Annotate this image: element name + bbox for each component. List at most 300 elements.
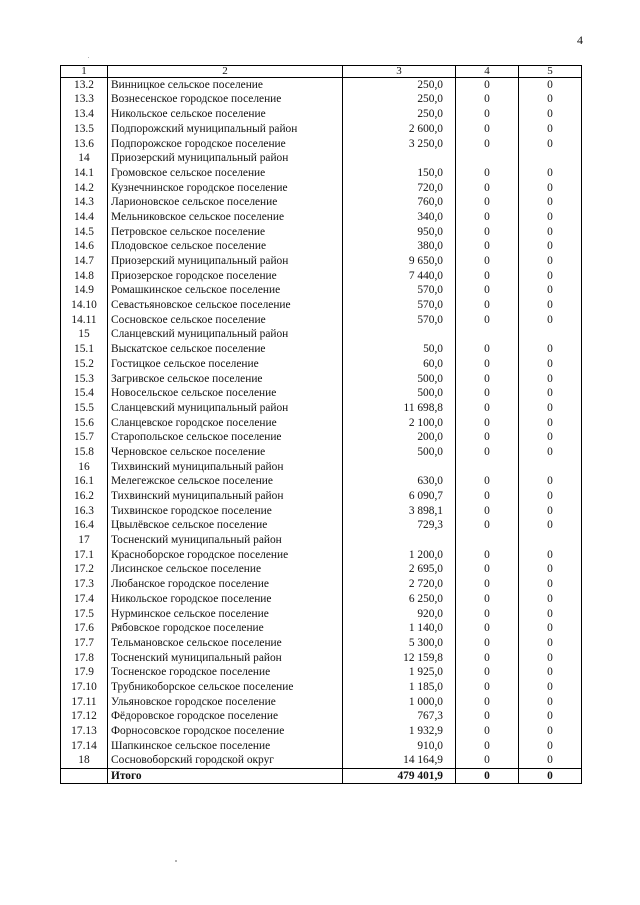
cell-value-col4	[456, 328, 519, 343]
table-row	[61, 445, 582, 460]
cell-name: Тосненский муниципальный район	[108, 651, 343, 666]
cell-value-col3: 2 100,0	[343, 416, 456, 431]
cell-value-col4: 0	[456, 666, 519, 681]
cell-value-col4: 0	[456, 489, 519, 504]
cell-value-col4: 0	[456, 342, 519, 357]
cell-name: Любанское городское поселение	[108, 577, 343, 592]
cell-value-col5: 0	[519, 166, 582, 181]
cell-num: 17.6	[61, 621, 108, 636]
cell-value-col3: 570,0	[343, 313, 456, 328]
cell-value-col5: 0	[519, 710, 582, 725]
cell-value-col3	[343, 533, 456, 548]
cell-value-col4	[456, 151, 519, 166]
table-row	[61, 386, 582, 401]
cell-value-col5	[519, 328, 582, 343]
cell-value-col3	[343, 151, 456, 166]
table-row	[61, 519, 582, 534]
cell-num: 15.6	[61, 416, 108, 431]
cell-value-col3: 767,3	[343, 710, 456, 725]
cell-value-col4: 0	[456, 592, 519, 607]
table-row	[61, 284, 582, 299]
cell-value-col5: 0	[519, 680, 582, 695]
cell-name: Загривское сельское поселение	[108, 372, 343, 387]
cell-value-col4: 0	[456, 724, 519, 739]
cell-value-col3: 6 090,7	[343, 489, 456, 504]
cell-value-col4: 0	[456, 210, 519, 225]
cell-num: 17.13	[61, 724, 108, 739]
cell-value-col4: 0	[456, 357, 519, 372]
header-row	[61, 66, 582, 78]
header-col-5: 5	[519, 66, 582, 78]
cell-num: 14.1	[61, 166, 108, 181]
table-row	[61, 372, 582, 387]
cell-name: Плодовское сельское поселение	[108, 240, 343, 255]
cell-num: 16.1	[61, 475, 108, 490]
total-value-col3: 479 401,9	[343, 769, 456, 784]
cell-value-col5	[519, 533, 582, 548]
cell-value-col4: 0	[456, 313, 519, 328]
table-row	[61, 680, 582, 695]
cell-value-col3: 7 440,0	[343, 269, 456, 284]
cell-value-col5: 0	[519, 577, 582, 592]
cell-name: Красноборское городское поселение	[108, 548, 343, 563]
table-row	[61, 107, 582, 122]
cell-name: Сланцевский муниципальный район	[108, 401, 343, 416]
cell-value-col3: 9 650,0	[343, 254, 456, 269]
cell-value-col5: 0	[519, 739, 582, 754]
cell-value-col4: 0	[456, 107, 519, 122]
cell-value-col3: 920,0	[343, 607, 456, 622]
table-row	[61, 137, 582, 152]
cell-value-col3: 1 925,0	[343, 666, 456, 681]
cell-value-col4: 0	[456, 475, 519, 490]
cell-value-col5: 0	[519, 416, 582, 431]
cell-value-col5: 0	[519, 269, 582, 284]
cell-num: 13.4	[61, 107, 108, 122]
cell-num: 15.5	[61, 401, 108, 416]
cell-name: Сланцевский муниципальный район	[108, 328, 343, 343]
cell-num: 18	[61, 754, 108, 769]
cell-name: Тельмановское сельское поселение	[108, 636, 343, 651]
cell-value-col3: 760,0	[343, 196, 456, 211]
cell-num: 14.7	[61, 254, 108, 269]
cell-value-col3: 500,0	[343, 386, 456, 401]
cell-value-col5	[519, 460, 582, 475]
cell-value-col3: 500,0	[343, 445, 456, 460]
cell-value-col5: 0	[519, 724, 582, 739]
cell-num: 14.5	[61, 225, 108, 240]
cell-value-col4: 0	[456, 739, 519, 754]
cell-name: Шапкинское сельское поселение	[108, 739, 343, 754]
cell-num: 14.9	[61, 284, 108, 299]
cell-name: Тихвинское городское поселение	[108, 504, 343, 519]
table-row	[61, 651, 582, 666]
cell-value-col5: 0	[519, 695, 582, 710]
table-row	[61, 78, 582, 93]
cell-value-col4: 0	[456, 577, 519, 592]
cell-value-col4: 0	[456, 78, 519, 93]
header-col-1: 1	[61, 66, 108, 78]
cell-value-col5: 0	[519, 431, 582, 446]
cell-value-col4: 0	[456, 240, 519, 255]
cell-value-col3: 6 250,0	[343, 592, 456, 607]
table-row	[61, 166, 582, 181]
cell-value-col5: 0	[519, 357, 582, 372]
total-row	[61, 769, 582, 784]
cell-num: 16	[61, 460, 108, 475]
cell-value-col3: 11 698,8	[343, 401, 456, 416]
cell-value-col5: 0	[519, 196, 582, 211]
table-row	[61, 313, 582, 328]
table-row	[61, 489, 582, 504]
cell-name: Черновское сельское поселение	[108, 445, 343, 460]
cell-value-col3: 340,0	[343, 210, 456, 225]
cell-value-col5: 0	[519, 607, 582, 622]
cell-value-col4: 0	[456, 284, 519, 299]
cell-value-col4: 0	[456, 372, 519, 387]
page-number: 4	[577, 33, 583, 47]
cell-num: 17.7	[61, 636, 108, 651]
cell-value-col4: 0	[456, 122, 519, 137]
cell-value-col3: 12 159,8	[343, 651, 456, 666]
cell-name: Ларионовское сельское поселение	[108, 196, 343, 211]
cell-name: Цвылёвское сельское поселение	[108, 519, 343, 534]
table-row	[61, 401, 582, 416]
table-row	[61, 592, 582, 607]
table-row	[61, 240, 582, 255]
cell-name: Старопольское сельское поселение	[108, 431, 343, 446]
table-row	[61, 416, 582, 431]
cell-num: 15.3	[61, 372, 108, 387]
cell-value-col4: 0	[456, 519, 519, 534]
cell-name: Петровское сельское поселение	[108, 225, 343, 240]
cell-value-col5: 0	[519, 181, 582, 196]
cell-value-col4: 0	[456, 695, 519, 710]
cell-name: Подпорожское городское поселение	[108, 137, 343, 152]
cell-value-col3: 2 720,0	[343, 577, 456, 592]
cell-value-col3: 5 300,0	[343, 636, 456, 651]
cell-value-col3: 570,0	[343, 284, 456, 299]
cell-value-col5: 0	[519, 298, 582, 313]
cell-value-col5: 0	[519, 122, 582, 137]
cell-value-col4: 0	[456, 196, 519, 211]
cell-value-col5: 0	[519, 254, 582, 269]
table-row	[61, 563, 582, 578]
cell-value-col5: 0	[519, 284, 582, 299]
table-row	[61, 710, 582, 725]
cell-num: 14.2	[61, 181, 108, 196]
cell-value-col5: 0	[519, 519, 582, 534]
table-footer	[61, 769, 582, 784]
cell-value-col3: 1 140,0	[343, 621, 456, 636]
cell-value-col3: 250,0	[343, 78, 456, 93]
cell-value-col4: 0	[456, 93, 519, 108]
cell-name: Ульяновское городское поселение	[108, 695, 343, 710]
cell-value-col3: 2 600,0	[343, 122, 456, 137]
table-row	[61, 475, 582, 490]
scan-speck	[175, 860, 177, 862]
cell-value-col4: 0	[456, 269, 519, 284]
table-row	[61, 666, 582, 681]
cell-name: Нурминское сельское поселение	[108, 607, 343, 622]
table-row	[61, 269, 582, 284]
cell-value-col3	[343, 460, 456, 475]
cell-value-col5: 0	[519, 504, 582, 519]
cell-name: Форносовское городское поселение	[108, 724, 343, 739]
cell-value-col5: 0	[519, 210, 582, 225]
cell-value-col5: 0	[519, 621, 582, 636]
cell-name: Никольское городское поселение	[108, 592, 343, 607]
cell-value-col3: 3 250,0	[343, 137, 456, 152]
cell-name: Тихвинский муниципальный район	[108, 460, 343, 475]
header-col-3: 3	[343, 66, 456, 78]
table-row	[61, 533, 582, 548]
cell-name: Севастьяновское сельское поселение	[108, 298, 343, 313]
table-row	[61, 621, 582, 636]
cell-num: 13.5	[61, 122, 108, 137]
cell-name: Мельниковское сельское поселение	[108, 210, 343, 225]
header-col-2: 2	[108, 66, 343, 78]
cell-num: 15.7	[61, 431, 108, 446]
table-row	[61, 357, 582, 372]
total-value-col4: 0	[456, 769, 519, 784]
cell-num: 13.6	[61, 137, 108, 152]
table-row	[61, 342, 582, 357]
cell-value-col3: 14 164,9	[343, 754, 456, 769]
cell-num: 14.10	[61, 298, 108, 313]
cell-num: 16.2	[61, 489, 108, 504]
cell-num: 17.10	[61, 680, 108, 695]
cell-value-col5: 0	[519, 592, 582, 607]
total-label: Итого	[108, 769, 343, 784]
table-row	[61, 636, 582, 651]
cell-name: Кузнечнинское городское поселение	[108, 181, 343, 196]
table-row	[61, 210, 582, 225]
cell-value-col3: 250,0	[343, 93, 456, 108]
cell-name: Сланцевское городское поселение	[108, 416, 343, 431]
cell-num: 16.3	[61, 504, 108, 519]
cell-value-col3: 380,0	[343, 240, 456, 255]
cell-value-col4: 0	[456, 166, 519, 181]
cell-value-col3: 1 185,0	[343, 680, 456, 695]
table-body	[61, 78, 582, 769]
cell-num: 14.8	[61, 269, 108, 284]
cell-num: 14.3	[61, 196, 108, 211]
cell-value-col5: 0	[519, 78, 582, 93]
cell-num: 13.3	[61, 93, 108, 108]
cell-name: Приозерский муниципальный район	[108, 151, 343, 166]
table-row	[61, 695, 582, 710]
cell-name: Никольское сельское поселение	[108, 107, 343, 122]
budget-table	[60, 65, 582, 784]
table-row	[61, 754, 582, 769]
cell-name: Фёдоровское городское поселение	[108, 710, 343, 725]
cell-value-col4: 0	[456, 254, 519, 269]
cell-name: Ромашкинское сельское поселение	[108, 284, 343, 299]
cell-value-col3: 200,0	[343, 431, 456, 446]
cell-value-col3: 1 932,9	[343, 724, 456, 739]
table-row	[61, 460, 582, 475]
table-row	[61, 504, 582, 519]
cell-value-col5: 0	[519, 372, 582, 387]
cell-num: 17.1	[61, 548, 108, 563]
cell-name: Мелегежское сельское поселение	[108, 475, 343, 490]
cell-value-col5: 0	[519, 563, 582, 578]
cell-num: 14	[61, 151, 108, 166]
cell-value-col3: 570,0	[343, 298, 456, 313]
cell-value-col5: 0	[519, 225, 582, 240]
cell-num: 16.4	[61, 519, 108, 534]
cell-value-col5: 0	[519, 445, 582, 460]
cell-value-col4: 0	[456, 548, 519, 563]
cell-value-col3: 2 695,0	[343, 563, 456, 578]
cell-value-col5: 0	[519, 548, 582, 563]
cell-num: 17.2	[61, 563, 108, 578]
cell-value-col4: 0	[456, 298, 519, 313]
cell-value-col4: 0	[456, 416, 519, 431]
cell-num: 17.14	[61, 739, 108, 754]
cell-num: 17.9	[61, 666, 108, 681]
cell-name: Сосновское сельское поселение	[108, 313, 343, 328]
table-row	[61, 181, 582, 196]
cell-value-col3: 150,0	[343, 166, 456, 181]
cell-value-col4: 0	[456, 137, 519, 152]
table-row	[61, 151, 582, 166]
table-row	[61, 225, 582, 240]
cell-value-col4: 0	[456, 386, 519, 401]
cell-num: 17.3	[61, 577, 108, 592]
cell-name: Лисинское сельское поселение	[108, 563, 343, 578]
cell-value-col4: 0	[456, 401, 519, 416]
cell-value-col3: 950,0	[343, 225, 456, 240]
cell-value-col5: 0	[519, 386, 582, 401]
cell-value-col4	[456, 460, 519, 475]
cell-value-col4: 0	[456, 607, 519, 622]
cell-num: 13.2	[61, 78, 108, 93]
cell-value-col3: 250,0	[343, 107, 456, 122]
table-header	[61, 66, 582, 78]
cell-name: Приозерский муниципальный район	[108, 254, 343, 269]
table-row	[61, 739, 582, 754]
cell-name: Винницкое сельское поселение	[108, 78, 343, 93]
cell-value-col3: 1 200,0	[343, 548, 456, 563]
cell-value-col4: 0	[456, 563, 519, 578]
cell-num: 17.11	[61, 695, 108, 710]
table-row	[61, 196, 582, 211]
cell-value-col5	[519, 151, 582, 166]
cell-name: Выскатское сельское поселение	[108, 342, 343, 357]
cell-name: Трубникоборское сельское поселение	[108, 680, 343, 695]
table-row	[61, 328, 582, 343]
cell-value-col5: 0	[519, 401, 582, 416]
cell-value-col4: 0	[456, 504, 519, 519]
header-col-4: 4	[456, 66, 519, 78]
scan-speck	[88, 57, 89, 58]
cell-value-col3: 630,0	[343, 475, 456, 490]
table-row	[61, 122, 582, 137]
cell-name: Гостицкое сельское поселение	[108, 357, 343, 372]
cell-value-col4: 0	[456, 710, 519, 725]
cell-value-col5: 0	[519, 666, 582, 681]
cell-value-col3: 500,0	[343, 372, 456, 387]
cell-name: Тосненское городское поселение	[108, 666, 343, 681]
cell-value-col5: 0	[519, 107, 582, 122]
table-row	[61, 431, 582, 446]
cell-num: 17	[61, 533, 108, 548]
cell-name: Громовское сельское поселение	[108, 166, 343, 181]
cell-value-col3: 910,0	[343, 739, 456, 754]
total-num	[61, 769, 108, 784]
table-row	[61, 607, 582, 622]
table-row	[61, 254, 582, 269]
cell-value-col4: 0	[456, 621, 519, 636]
cell-value-col5: 0	[519, 489, 582, 504]
cell-num: 17.5	[61, 607, 108, 622]
cell-value-col4: 0	[456, 680, 519, 695]
cell-num: 15.4	[61, 386, 108, 401]
cell-name: Новосельское сельское поселение	[108, 386, 343, 401]
cell-value-col5: 0	[519, 475, 582, 490]
cell-value-col3: 3 898,1	[343, 504, 456, 519]
cell-num: 14.4	[61, 210, 108, 225]
cell-value-col3: 1 000,0	[343, 695, 456, 710]
cell-value-col3: 720,0	[343, 181, 456, 196]
table-row	[61, 577, 582, 592]
cell-value-col4: 0	[456, 754, 519, 769]
cell-num: 17.8	[61, 651, 108, 666]
cell-name: Тосненский муниципальный район	[108, 533, 343, 548]
cell-name: Приозерское городское поселение	[108, 269, 343, 284]
table-row	[61, 298, 582, 313]
cell-num: 15.8	[61, 445, 108, 460]
cell-value-col5: 0	[519, 754, 582, 769]
cell-value-col5: 0	[519, 137, 582, 152]
cell-value-col4: 0	[456, 431, 519, 446]
cell-num: 17.4	[61, 592, 108, 607]
cell-num: 17.12	[61, 710, 108, 725]
cell-num: 14.11	[61, 313, 108, 328]
cell-value-col5: 0	[519, 651, 582, 666]
cell-name: Тихвинский муниципальный район	[108, 489, 343, 504]
cell-value-col4: 0	[456, 445, 519, 460]
cell-value-col4: 0	[456, 225, 519, 240]
cell-value-col5: 0	[519, 342, 582, 357]
cell-value-col3: 50,0	[343, 342, 456, 357]
cell-value-col5: 0	[519, 313, 582, 328]
cell-value-col3: 60,0	[343, 357, 456, 372]
cell-value-col4: 0	[456, 636, 519, 651]
cell-value-col3	[343, 328, 456, 343]
cell-num: 15	[61, 328, 108, 343]
cell-name: Рябовское городское поселение	[108, 621, 343, 636]
cell-num: 15.1	[61, 342, 108, 357]
cell-value-col3: 729,3	[343, 519, 456, 534]
cell-value-col4: 0	[456, 181, 519, 196]
cell-name: Сосновоборский городской округ	[108, 754, 343, 769]
cell-name: Подпорожский муниципальный район	[108, 122, 343, 137]
total-value-col5: 0	[519, 769, 582, 784]
cell-value-col4	[456, 533, 519, 548]
table-row	[61, 548, 582, 563]
cell-value-col5: 0	[519, 240, 582, 255]
cell-num: 14.6	[61, 240, 108, 255]
table-row	[61, 724, 582, 739]
cell-num: 15.2	[61, 357, 108, 372]
cell-value-col4: 0	[456, 651, 519, 666]
table-row	[61, 93, 582, 108]
cell-name: Вознесенское городское поселение	[108, 93, 343, 108]
cell-value-col5: 0	[519, 93, 582, 108]
